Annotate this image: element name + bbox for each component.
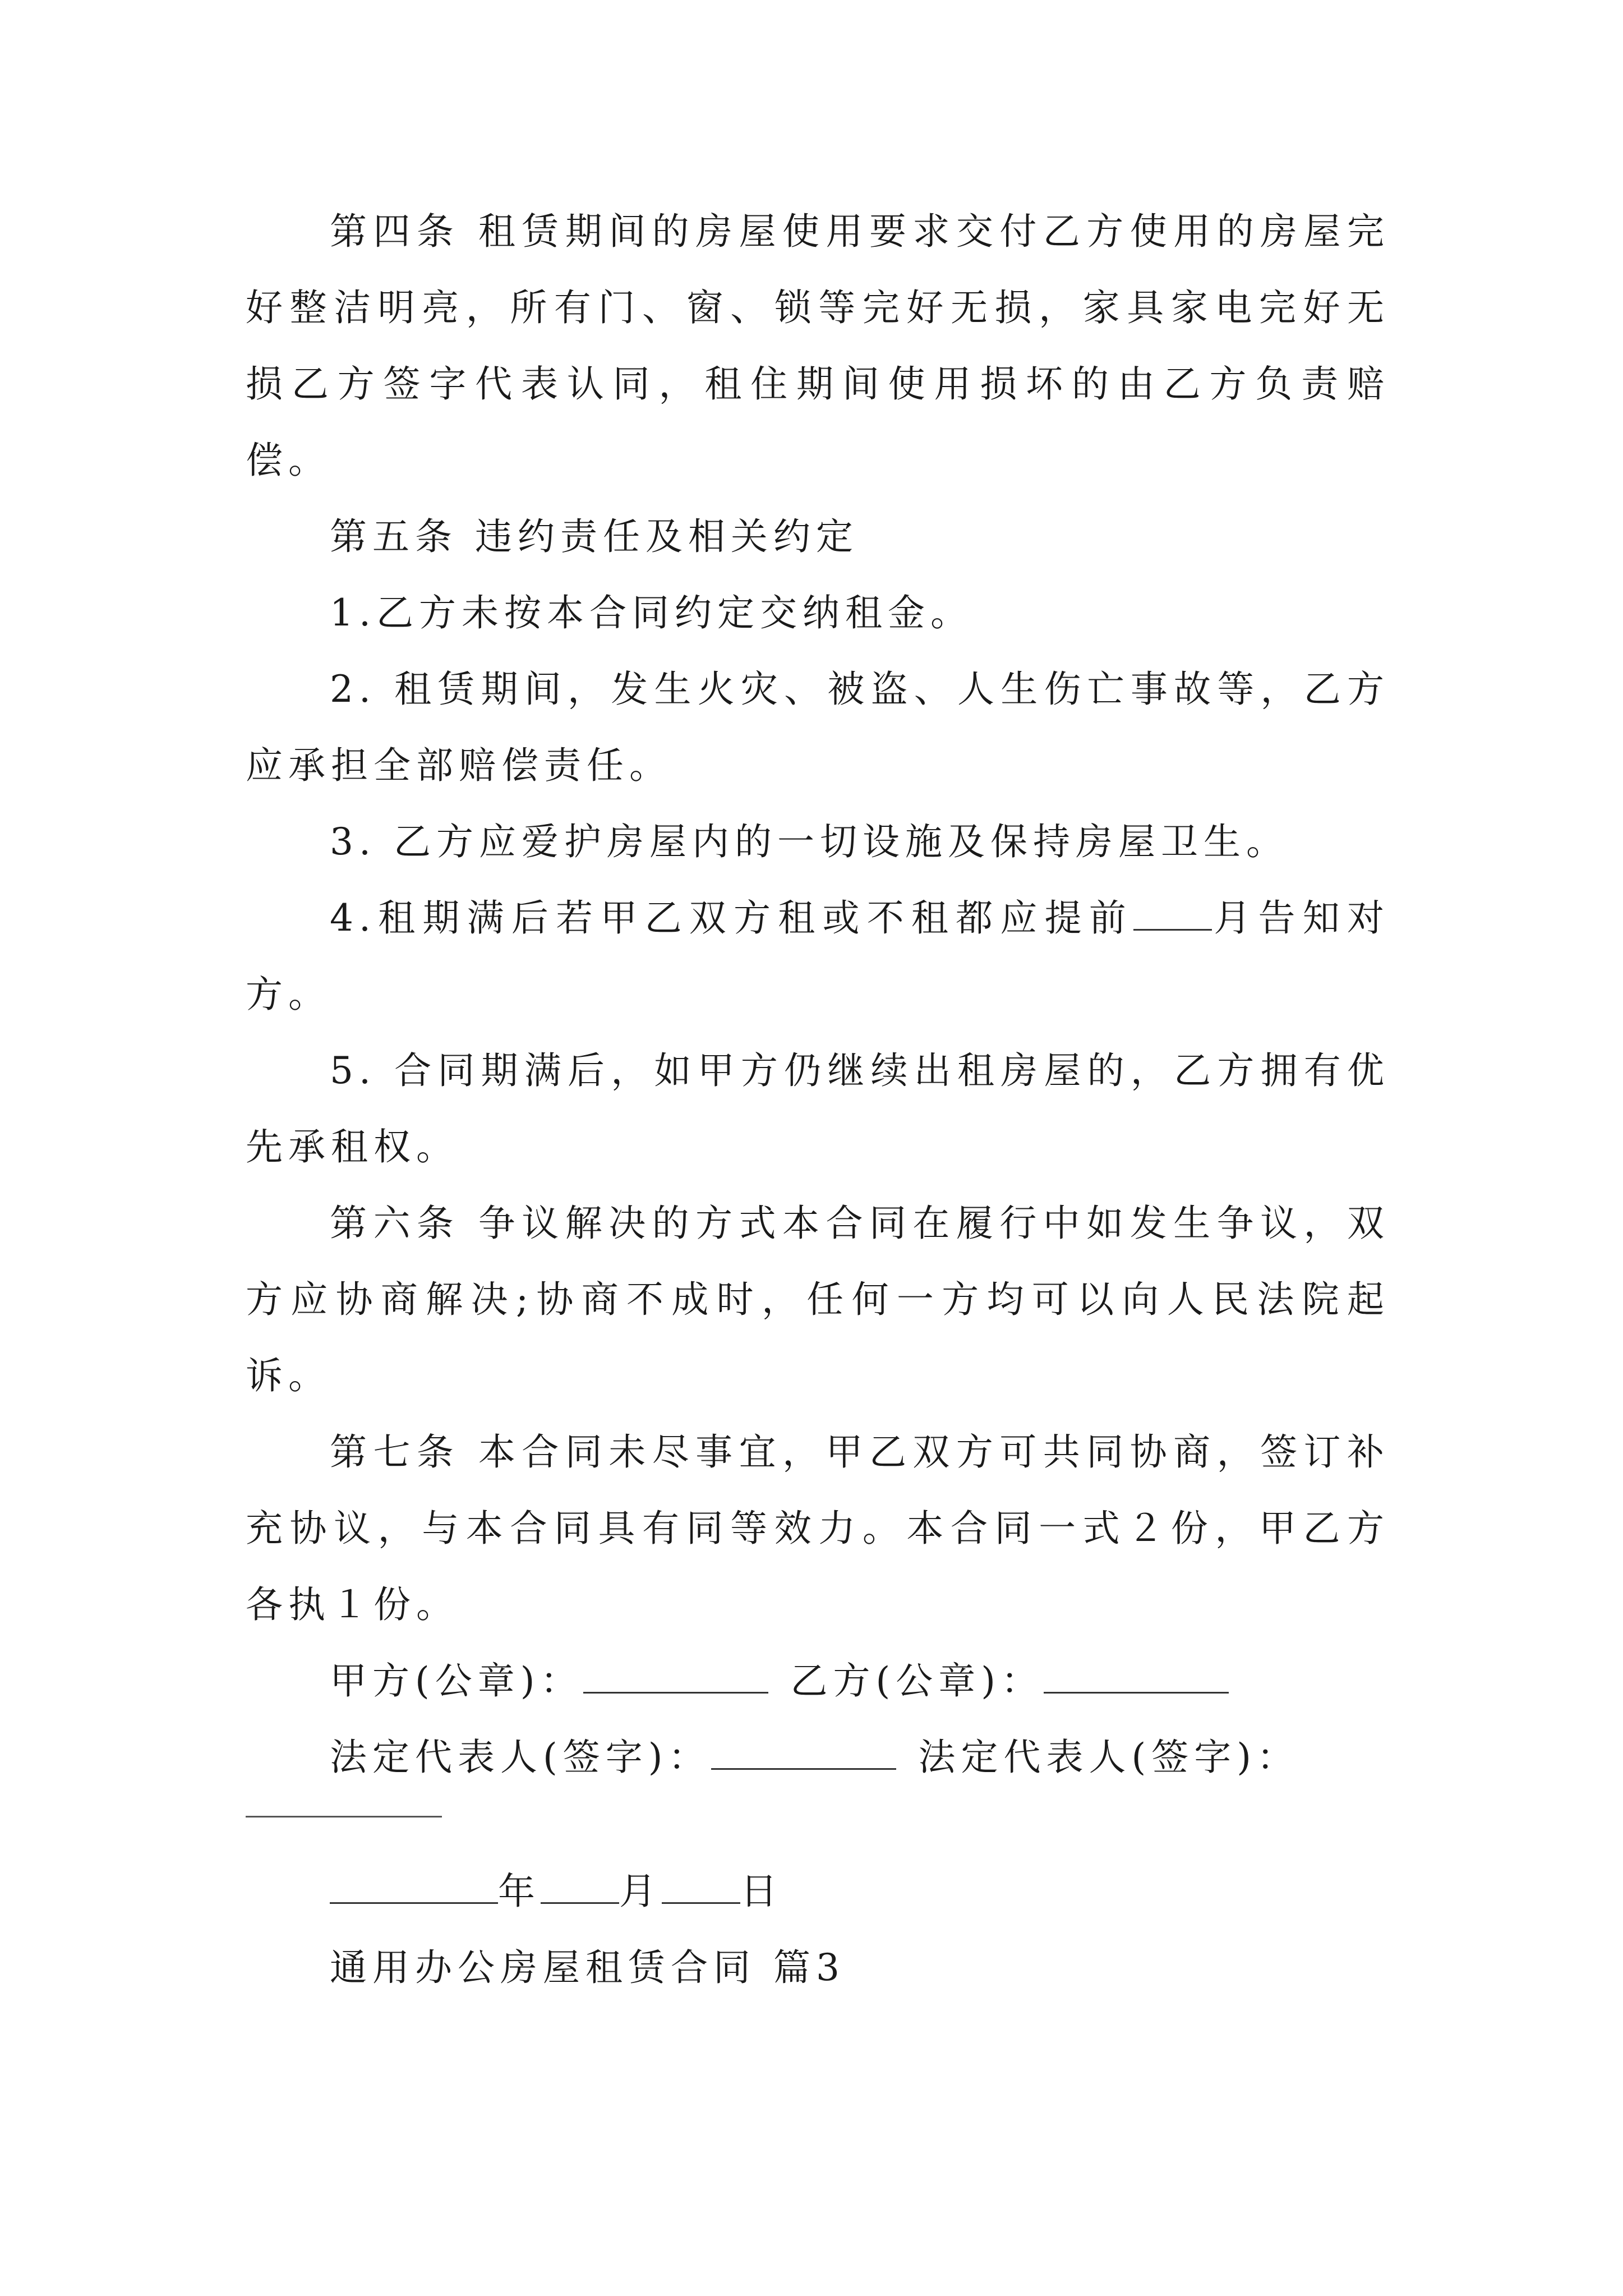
article-5-heading: 第五条 违约责任及相关约定 <box>330 515 859 558</box>
article-6-paragraph: 第六条 争议解决的方式本合同在履行中如发生争议，双方应协商解决;协商不成时，任何一方均可以向人民法院起诉。 <box>246 1202 1390 1397</box>
next-section-title: 通用办公房屋租赁合同 篇3 <box>330 1946 845 1989</box>
article-5-item-3: 3. 乙方应爱护房屋内的一切设施及保持房屋卫生。 <box>330 820 1289 863</box>
day-label: 日 <box>740 1870 783 1913</box>
party-a-rep-label: 法定代表人(签字)： <box>330 1736 711 1779</box>
party-b-seal-label: 乙方(公章)： <box>790 1659 1044 1703</box>
party-a-seal-blank[interactable] <box>583 1663 768 1694</box>
month-label: 月 <box>619 1870 662 1913</box>
article-5-item-4 <box>246 880 1390 1033</box>
article-7-paragraph: 第七条 本合同未尽事宜，甲乙双方可共同协商，签订补充协议，与本合同具有同等效力。本合同一式２份，甲乙方各执１份。 <box>246 1430 1390 1626</box>
article-5-item-5: 5. 合同期满后，如甲方仍继续出租房屋的，乙方拥有优先承租权。 <box>246 1049 1390 1168</box>
document-body <box>246 194 1390 2006</box>
party-a-seal-label: 甲方(公章)： <box>330 1659 583 1703</box>
year-label: 年 <box>498 1870 541 1913</box>
article-5-item-2: 2. 租赁期间，发生火灾、被盗、人生伤亡事故等，乙方应承担全部赔偿责任。 <box>246 668 1390 787</box>
party-b-rep-label: 法定代表人(签字)： <box>918 1736 1299 1779</box>
article-5-item-4-text-after: 月告知对方。 <box>246 896 1390 1016</box>
article-5-item-4-text-before: 4.租期满后若甲乙双方租或不租都应提前 <box>330 896 1134 940</box>
year-blank[interactable] <box>330 1873 498 1904</box>
date-row <box>246 1853 1390 1930</box>
representative-row <box>246 1719 1390 1796</box>
month-date-blank[interactable] <box>541 1873 619 1904</box>
party-a-rep-blank[interactable] <box>711 1739 896 1770</box>
day-blank[interactable] <box>662 1873 740 1904</box>
article-4-paragraph: 第四条 租赁期间的房屋使用要求交付乙方使用的房屋完好整洁明亮，所有门、窗、锁等完好无损，家具家电完好无损乙方签字代表认同，租住期间使用损坏的由乙方负责赔偿。 <box>246 210 1390 482</box>
party-b-seal-blank[interactable] <box>1044 1663 1229 1694</box>
article-5-item-1: 1.乙方未按本合同约定交纳租金。 <box>330 591 973 634</box>
month-blank[interactable] <box>1133 900 1212 931</box>
seal-row <box>246 1643 1390 1719</box>
party-b-rep-blank[interactable] <box>246 1816 442 1818</box>
